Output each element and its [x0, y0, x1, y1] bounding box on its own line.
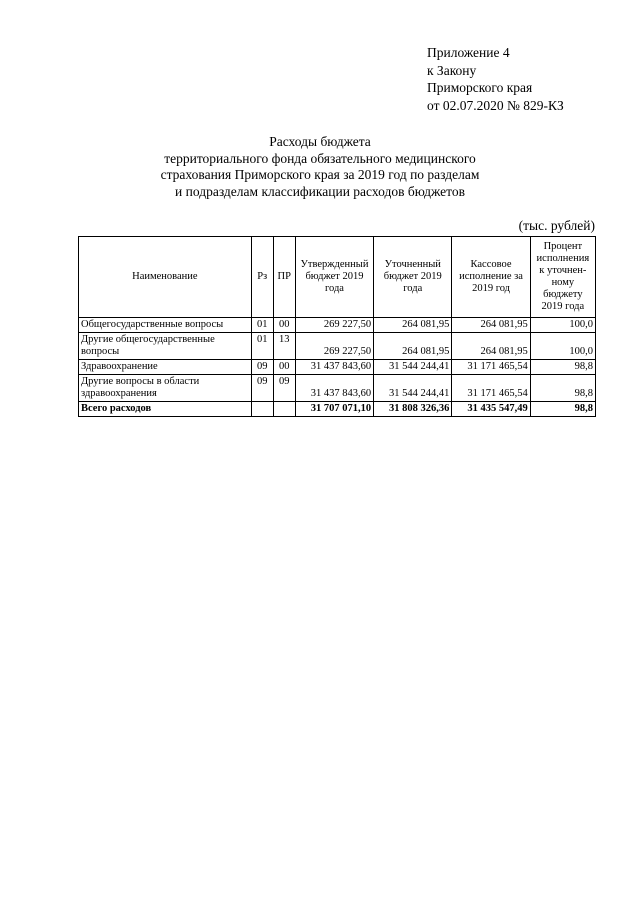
- appendix-line-2: к Закону: [427, 62, 477, 78]
- total-row: [79, 402, 596, 417]
- header-rz: Рз: [251, 237, 273, 318]
- row-cash: 264 081,95: [452, 318, 530, 333]
- total-refined: 31 808 326,36: [374, 402, 452, 417]
- row-refined: 264 081,95: [374, 333, 452, 360]
- header-row: [79, 237, 596, 318]
- row-cash: 31 171 465,54: [452, 375, 530, 402]
- row-approved: 269 227,50: [295, 333, 373, 360]
- row-percent: 100,0: [530, 318, 595, 333]
- appendix-line-3: Приморского края: [427, 80, 533, 95]
- row-cash: 31 171 465,54: [452, 360, 530, 375]
- total-rz: [251, 402, 273, 417]
- title-line-4: и подразделам классификации расходов бюджетов: [175, 183, 465, 199]
- row-pr: 00: [273, 360, 295, 375]
- row-name: Общегосударственные вопросы: [79, 318, 252, 333]
- row-rz: 09: [251, 360, 273, 375]
- total-percent: 98,8: [530, 402, 595, 417]
- header-pr: ПР: [273, 237, 295, 318]
- row-rz: 01: [251, 333, 273, 360]
- row-name: Другие общегосударственные вопросы: [79, 333, 252, 360]
- header-name: Наименование: [79, 237, 252, 318]
- header-refined: Уточненный бюджет 2019 года: [374, 237, 452, 318]
- total-name: Всего расходов: [79, 402, 252, 417]
- row-name: Другие вопросы в области здравоохранения: [79, 375, 252, 402]
- row-name: Здравоохранение: [79, 360, 252, 375]
- table-row: [79, 333, 596, 360]
- row-percent: 98,8: [530, 360, 595, 375]
- table-header: [79, 237, 596, 318]
- units-label: (тыс. рублей): [518, 218, 595, 233]
- row-rz: 01: [251, 318, 273, 333]
- title-line-3: страхования Приморского края за 2019 год по разделам: [160, 167, 480, 182]
- budget-table: [78, 236, 596, 417]
- total-cash: 31 435 547,49: [452, 402, 530, 417]
- row-pr: 09: [273, 375, 295, 402]
- table-row: [79, 375, 596, 402]
- row-refined: 31 544 244,41: [374, 375, 452, 402]
- row-percent: 100,0: [530, 333, 595, 360]
- header-cash: Кассовое исполнение за 2019 год: [452, 237, 530, 318]
- table-body: [79, 318, 596, 417]
- row-approved: 269 227,50: [295, 318, 373, 333]
- row-refined: 31 544 244,41: [374, 360, 452, 375]
- row-pr: 00: [273, 318, 295, 333]
- appendix-line-1: Приложение 4: [427, 45, 510, 60]
- title-line-2: территориального фонда обязательного медицинского: [164, 150, 476, 166]
- row-rz: 09: [251, 375, 273, 402]
- row-percent: 98,8: [530, 375, 595, 402]
- table-row: [79, 360, 596, 375]
- document-title: [100, 134, 540, 200]
- row-approved: 31 437 843,60: [295, 360, 373, 375]
- row-pr: 13: [273, 333, 295, 360]
- title-line-1: Расходы бюджета: [269, 134, 371, 149]
- header-percent: Процент исполнения к уточнен-ному бюджету 2019 года: [530, 237, 595, 318]
- appendix-line-4: от 02.07.2020 № 829-КЗ: [427, 97, 564, 113]
- row-approved: 31 437 843,60: [295, 375, 373, 402]
- row-cash: 264 081,95: [452, 333, 530, 360]
- row-refined: 264 081,95: [374, 318, 452, 333]
- header-approved: Утвержденный бюджет 2019 года: [295, 237, 373, 318]
- total-pr: [273, 402, 295, 417]
- table-row: [79, 318, 596, 333]
- appendix-block: [427, 44, 564, 114]
- total-approved: 31 707 071,10: [295, 402, 373, 417]
